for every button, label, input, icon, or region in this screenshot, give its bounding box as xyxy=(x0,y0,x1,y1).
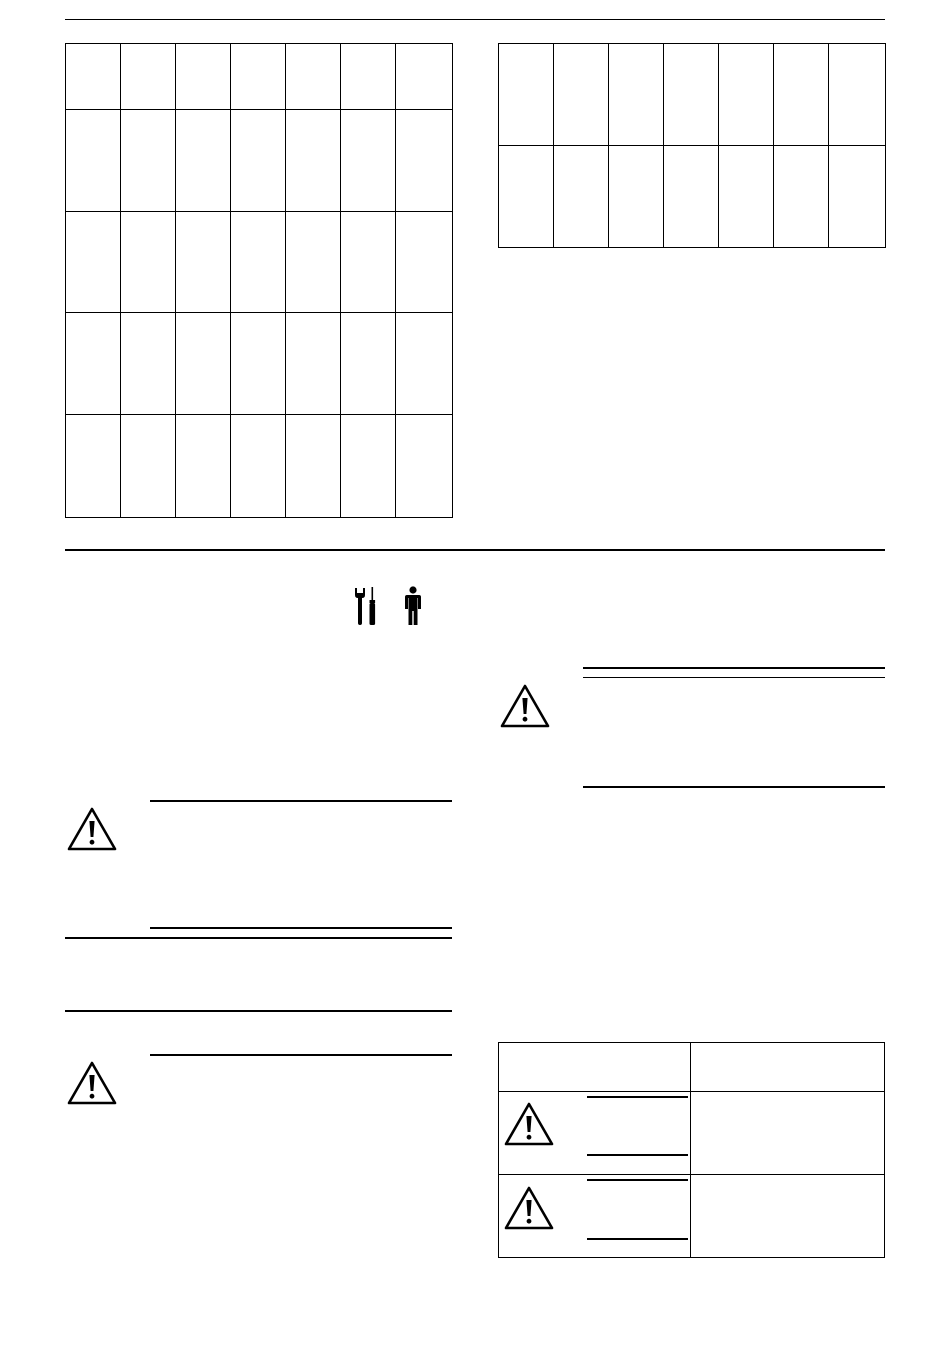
warning-table xyxy=(498,1042,885,1258)
table-cell xyxy=(499,44,554,146)
table-cell xyxy=(66,313,121,415)
table-cell xyxy=(341,415,396,518)
table-cell xyxy=(66,415,121,518)
warning-triangle-icon xyxy=(499,683,551,729)
warning-box-top-rule xyxy=(150,1054,452,1056)
table-cell xyxy=(664,44,719,146)
warning-triangle-icon xyxy=(66,1060,118,1106)
table-cell xyxy=(231,44,286,110)
warning-cell-bottom-rule xyxy=(587,1154,688,1156)
table-cell xyxy=(341,212,396,313)
warning-box-top-rule xyxy=(583,667,885,669)
table-cell xyxy=(231,415,286,518)
warning-box-bottom-rule xyxy=(583,786,885,788)
table-cell xyxy=(554,44,609,146)
table-cell xyxy=(554,146,609,248)
warning-triangle-icon xyxy=(503,1101,555,1147)
table-cell xyxy=(231,313,286,415)
warning-cell-top-rule xyxy=(587,1096,688,1098)
table-row xyxy=(66,415,453,518)
note-block-top-rule xyxy=(65,937,452,939)
section-divider-rule xyxy=(65,549,885,551)
table-cell xyxy=(176,110,231,212)
table-cell xyxy=(499,146,554,248)
row-divider xyxy=(499,1174,884,1175)
table-cell xyxy=(829,146,886,248)
table-row xyxy=(499,44,886,146)
table-cell xyxy=(829,44,886,146)
table-row xyxy=(66,313,453,415)
table-cell xyxy=(396,44,453,110)
table-cell xyxy=(121,212,176,313)
warning-cell-top-rule xyxy=(587,1179,688,1181)
warning-triangle-icon xyxy=(66,806,118,852)
table-cell xyxy=(121,415,176,518)
table-cell xyxy=(121,44,176,110)
table-cell xyxy=(286,313,341,415)
table-cell xyxy=(176,212,231,313)
table-cell xyxy=(774,44,829,146)
table-cell xyxy=(231,212,286,313)
table-cell xyxy=(231,110,286,212)
table-cell xyxy=(341,110,396,212)
table-cell xyxy=(774,146,829,248)
table-cell xyxy=(341,44,396,110)
note-block-bottom-rule xyxy=(65,1010,452,1012)
warning-cell-bottom-rule xyxy=(587,1238,688,1240)
table-cell xyxy=(286,415,341,518)
table-cell xyxy=(286,44,341,110)
table-cell xyxy=(396,110,453,212)
table-cell xyxy=(396,415,453,518)
table-cell xyxy=(719,146,774,248)
row-divider xyxy=(499,1091,884,1092)
table-cell xyxy=(66,110,121,212)
header-rule xyxy=(65,19,885,20)
wrench-screwdriver-icon xyxy=(352,586,380,626)
table-row xyxy=(499,146,886,248)
table-cell xyxy=(176,415,231,518)
warning-box-bottom-rule xyxy=(150,927,452,929)
table-cell xyxy=(341,313,396,415)
upper-left-grid-table xyxy=(65,43,453,518)
table-row xyxy=(66,110,453,212)
table-cell xyxy=(286,110,341,212)
table-cell xyxy=(286,212,341,313)
table-cell xyxy=(66,44,121,110)
table-cell xyxy=(664,146,719,248)
table-cell xyxy=(66,212,121,313)
table-cell xyxy=(121,110,176,212)
warning-triangle-icon xyxy=(503,1185,555,1231)
table-row xyxy=(66,212,453,313)
person-icon xyxy=(402,586,424,626)
table-cell xyxy=(609,146,664,248)
table-row xyxy=(66,44,453,110)
table-cell xyxy=(176,44,231,110)
warning-box-top-rule-thin xyxy=(583,677,885,678)
column-divider xyxy=(690,1043,691,1257)
table-cell xyxy=(121,313,176,415)
table-cell xyxy=(396,212,453,313)
table-cell xyxy=(176,313,231,415)
warning-box-top-rule xyxy=(150,800,452,802)
upper-right-grid-table xyxy=(498,43,886,248)
table-cell xyxy=(719,44,774,146)
table-cell xyxy=(609,44,664,146)
table-cell xyxy=(396,313,453,415)
